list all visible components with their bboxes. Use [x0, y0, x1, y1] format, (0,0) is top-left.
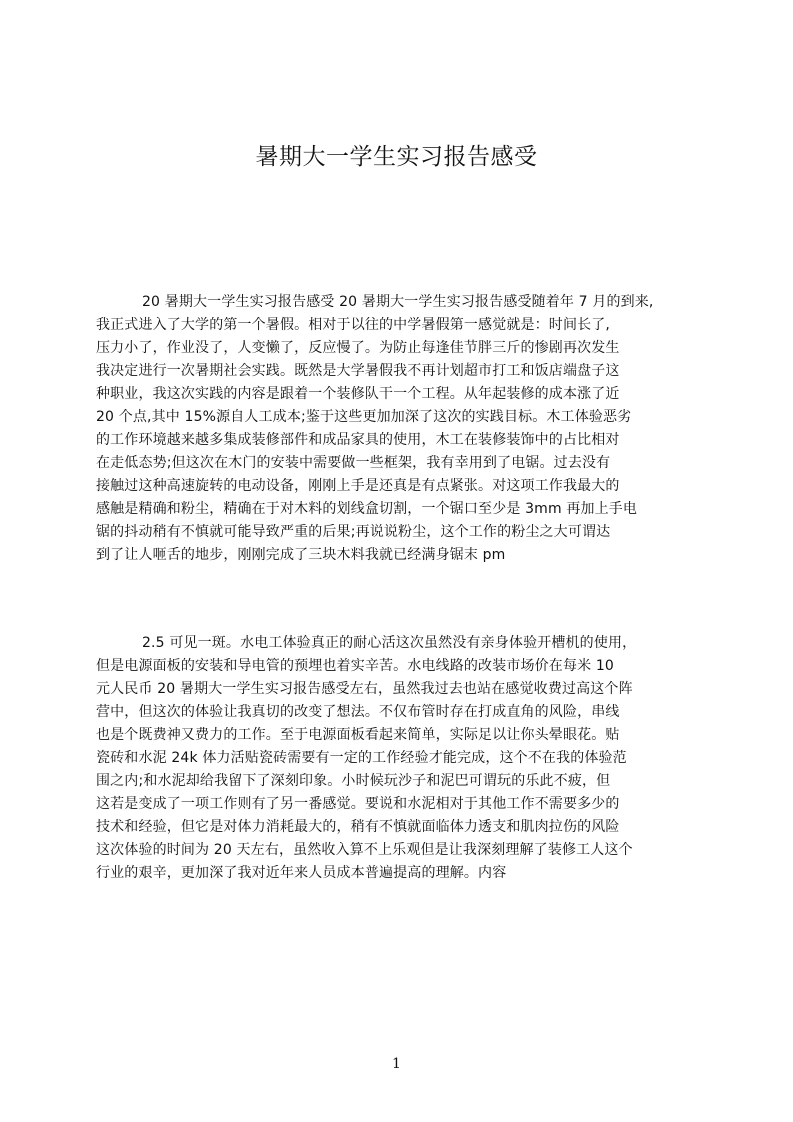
paragraph-line: 2.5 可见一斑。水电工体验真正的耐心活这次虽然没有亲身体验开槽机的使用， [142, 635, 637, 651]
paragraph-line: 技术和经验，但它是对体力消耗最大的，稍有不慎就面临体力透支和肌肉拉伤的风险 [96, 819, 620, 835]
paragraph-line: 也是个既费神又费力的工作。至于电源面板看起来简单，实际足以让你头晕眼花。贴 [96, 727, 620, 743]
paragraph-line: 到了让人咂舌的地步，刚刚完成了三块木料我就已经满身锯末 pm [96, 547, 506, 563]
paragraph-line: 元人民币 20 暑期大一学生实习报告感受左右，虽然我过去也站在感觉收费过高这个阵 [96, 681, 633, 697]
paragraph-line: 压力小了，作业没了，人变懒了，反应慢了。为防止每逢佳节胖三斤的惨剧再次发生 [96, 340, 620, 356]
page-title: 暑期大一学生实习报告感受 [255, 144, 538, 170]
paragraph-line: 行业的艰辛，更加深了我对近年来人员成本普遍提高的理解。内容 [96, 865, 507, 881]
paragraph-line: 但是电源面板的安装和导电管的预埋也着实辛苦。水电线路的改装市场价在每米 10 [96, 658, 614, 674]
paragraph-line: 这若是变成了一项工作则有了另一番感觉。要说和水泥相对于其他工作不需要多少的 [96, 796, 620, 812]
paragraph-line: 的工作环境越来越多集成装修部件和成品家具的使用，木工在装修装饰中的占比相对 [96, 432, 620, 448]
paragraph-line: 我决定进行一次暑期社会实践。既然是大学暑假我不再计划超市打工和饭店端盘子这 [96, 363, 620, 379]
paragraph-line: 瓷砖和水泥 24k 体力活贴瓷砖需要有一定的工作经验才能完成，这个不在我的体验范 [96, 750, 627, 766]
paragraph-line: 围之内;和水泥却给我留下了深刻印象。小时候玩沙子和泥巴可谓玩的乐此不疲，但 [96, 773, 611, 789]
paragraph-2 [96, 632, 698, 885]
paragraph-line: 20 个点,其中 15%源自人工成本;鉴于这些更加加深了这次的实践目标。木工体验恶劣 [96, 409, 632, 425]
paragraph-line: 接触过这种高速旋转的电动设备，刚刚上手是还真是有点紧张。对这项工作我最大的 [96, 478, 620, 494]
paragraph-line: 在走低态势;但这次在木门的安装中需要做一些框架，我有幸用到了电锯。过去没有 [96, 455, 611, 471]
paragraph-line: 种职业，我这次实践的内容是跟着一个装修队干一个工程。从年起装修的成本涨了近 [96, 386, 620, 402]
paragraph-line: 营中，但这次的体验让我真切的改变了想法。不仅布管时存在打成直角的风险，串线 [96, 704, 620, 720]
paragraph-line: 20 暑期大一学生实习报告感受 20 暑期大一学生实习报告感受随着年 7 月的到来, [142, 294, 654, 310]
paragraph-1 [96, 291, 698, 567]
paragraph-line: 感触是精确和粉尘，精确在于对木料的划线盒切割，一个锯口至少是 3mm 再加上手电 [96, 501, 638, 517]
paragraph-line: 这次体验的时间为 20 天左右，虽然收入算不上乐观但是让我深刻理解了装修工人这个 [96, 842, 633, 858]
paragraph-line: 我正式进入了大学的第一个暑假。相对于以往的中学暑假第一感觉就是：时间长了, [96, 317, 610, 333]
page-number: 1 [392, 1056, 401, 1072]
paragraph-line: 锯的抖动稍有不慎就可能导致严重的后果;再说说粉尘，这个工作的粉尘之大可谓达 [96, 524, 611, 540]
